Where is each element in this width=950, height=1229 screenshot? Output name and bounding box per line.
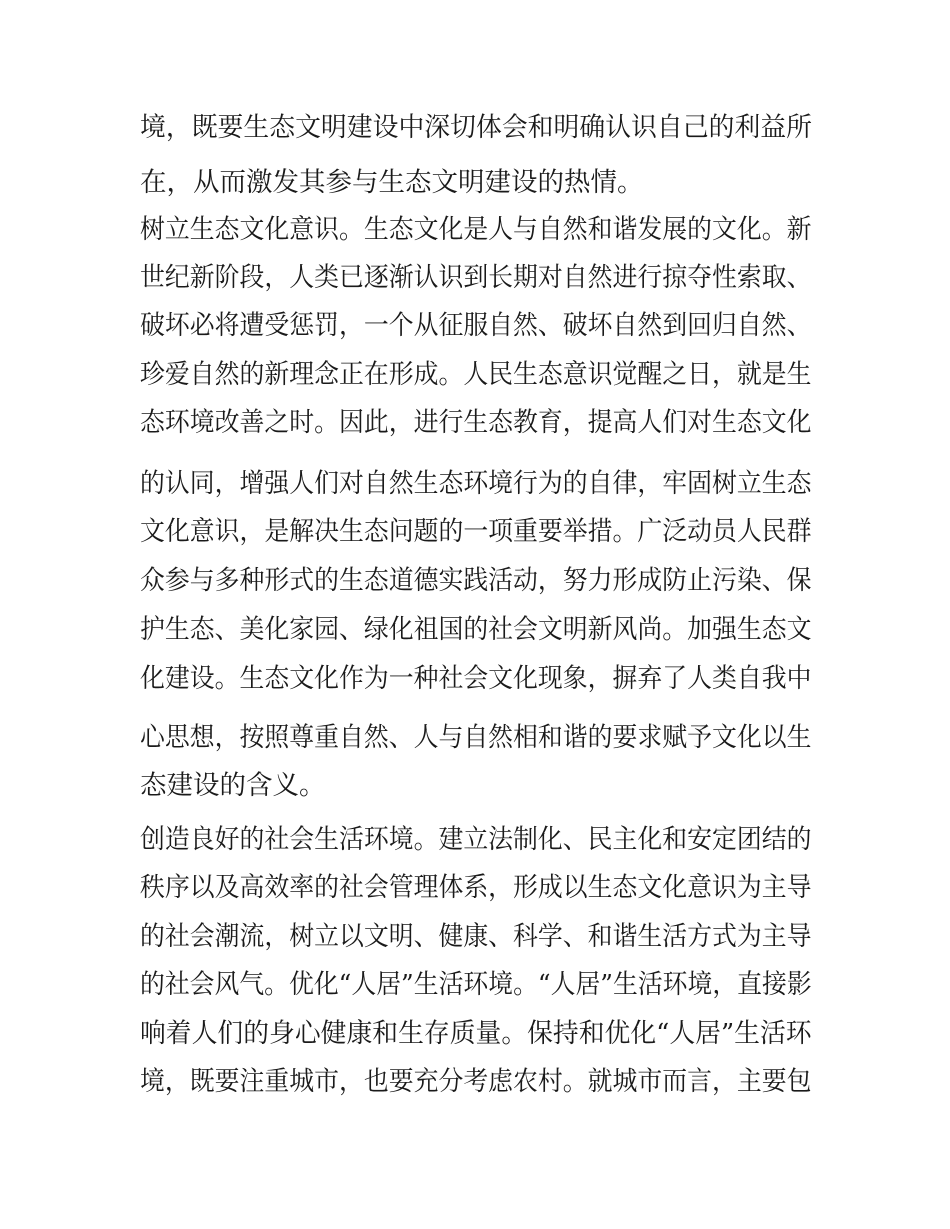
text-line: 破坏必将遭受惩罚，一个从征服自然、破坏自然到回归自然、 (140, 310, 812, 341)
text-line: 秩序以及高效率的社会管理体系，形成以生态文化意识为主导 (140, 872, 812, 903)
text-line: 化建设。生态文化作为一种社会文化现象，摒弃了人类自我中 (140, 663, 812, 694)
text-line: 众参与多种形式的生态道德实践活动，努力形成防止污染、保 (140, 565, 812, 596)
text-line: 的社会风气。优化“人居”生活环境。“人居”生活环境，直接影 (140, 969, 812, 1000)
text-line: 心思想，按照尊重自然、人与自然相和谐的要求赋予文化以生 (140, 722, 812, 753)
text-line: 态环境改善之时。因此，进行生态教育，提高人们对生态文化 (140, 407, 812, 438)
text-line: 树立生态文化意识。生态文化是人与自然和谐发展的文化。新 (140, 214, 812, 245)
text-line: 文化意识，是解决生态问题的一项重要举措。广泛动员人民群 (140, 516, 812, 547)
text-line: 的社会潮流，树立以文明、健康、科学、和谐生活方式为主导 (140, 921, 812, 952)
text-line: 的认同，增强人们对自然生态环境行为的自律，牢固树立生态 (140, 468, 812, 499)
text-line: 创造良好的社会生活环境。建立法制化、民主化和安定团结的 (140, 824, 812, 855)
text-line: 态建设的含义。 (140, 770, 326, 801)
text-line: 珍爱自然的新理念正在形成。人民生态意识觉醒之日，就是生 (140, 359, 812, 390)
text-line: 境，既要注重城市，也要充分考虑农村。就城市而言，主要包 (140, 1066, 812, 1097)
text-line: 在，从而激发其参与生态文明建设的热情。 (140, 167, 644, 198)
text-line: 响着人们的身心健康和生存质量。保持和优化“人居”生活环 (140, 1018, 812, 1049)
text-line: 世纪新阶段，人类已逐渐认识到长期对自然进行掠夺性索取、 (140, 262, 812, 293)
text-line: 境，既要生态文明建设中深切体会和明确认识自己的利益所 (140, 112, 812, 143)
text-line: 护生态、美化家园、绿化祖国的社会文明新风尚。加强生态文 (140, 614, 812, 645)
